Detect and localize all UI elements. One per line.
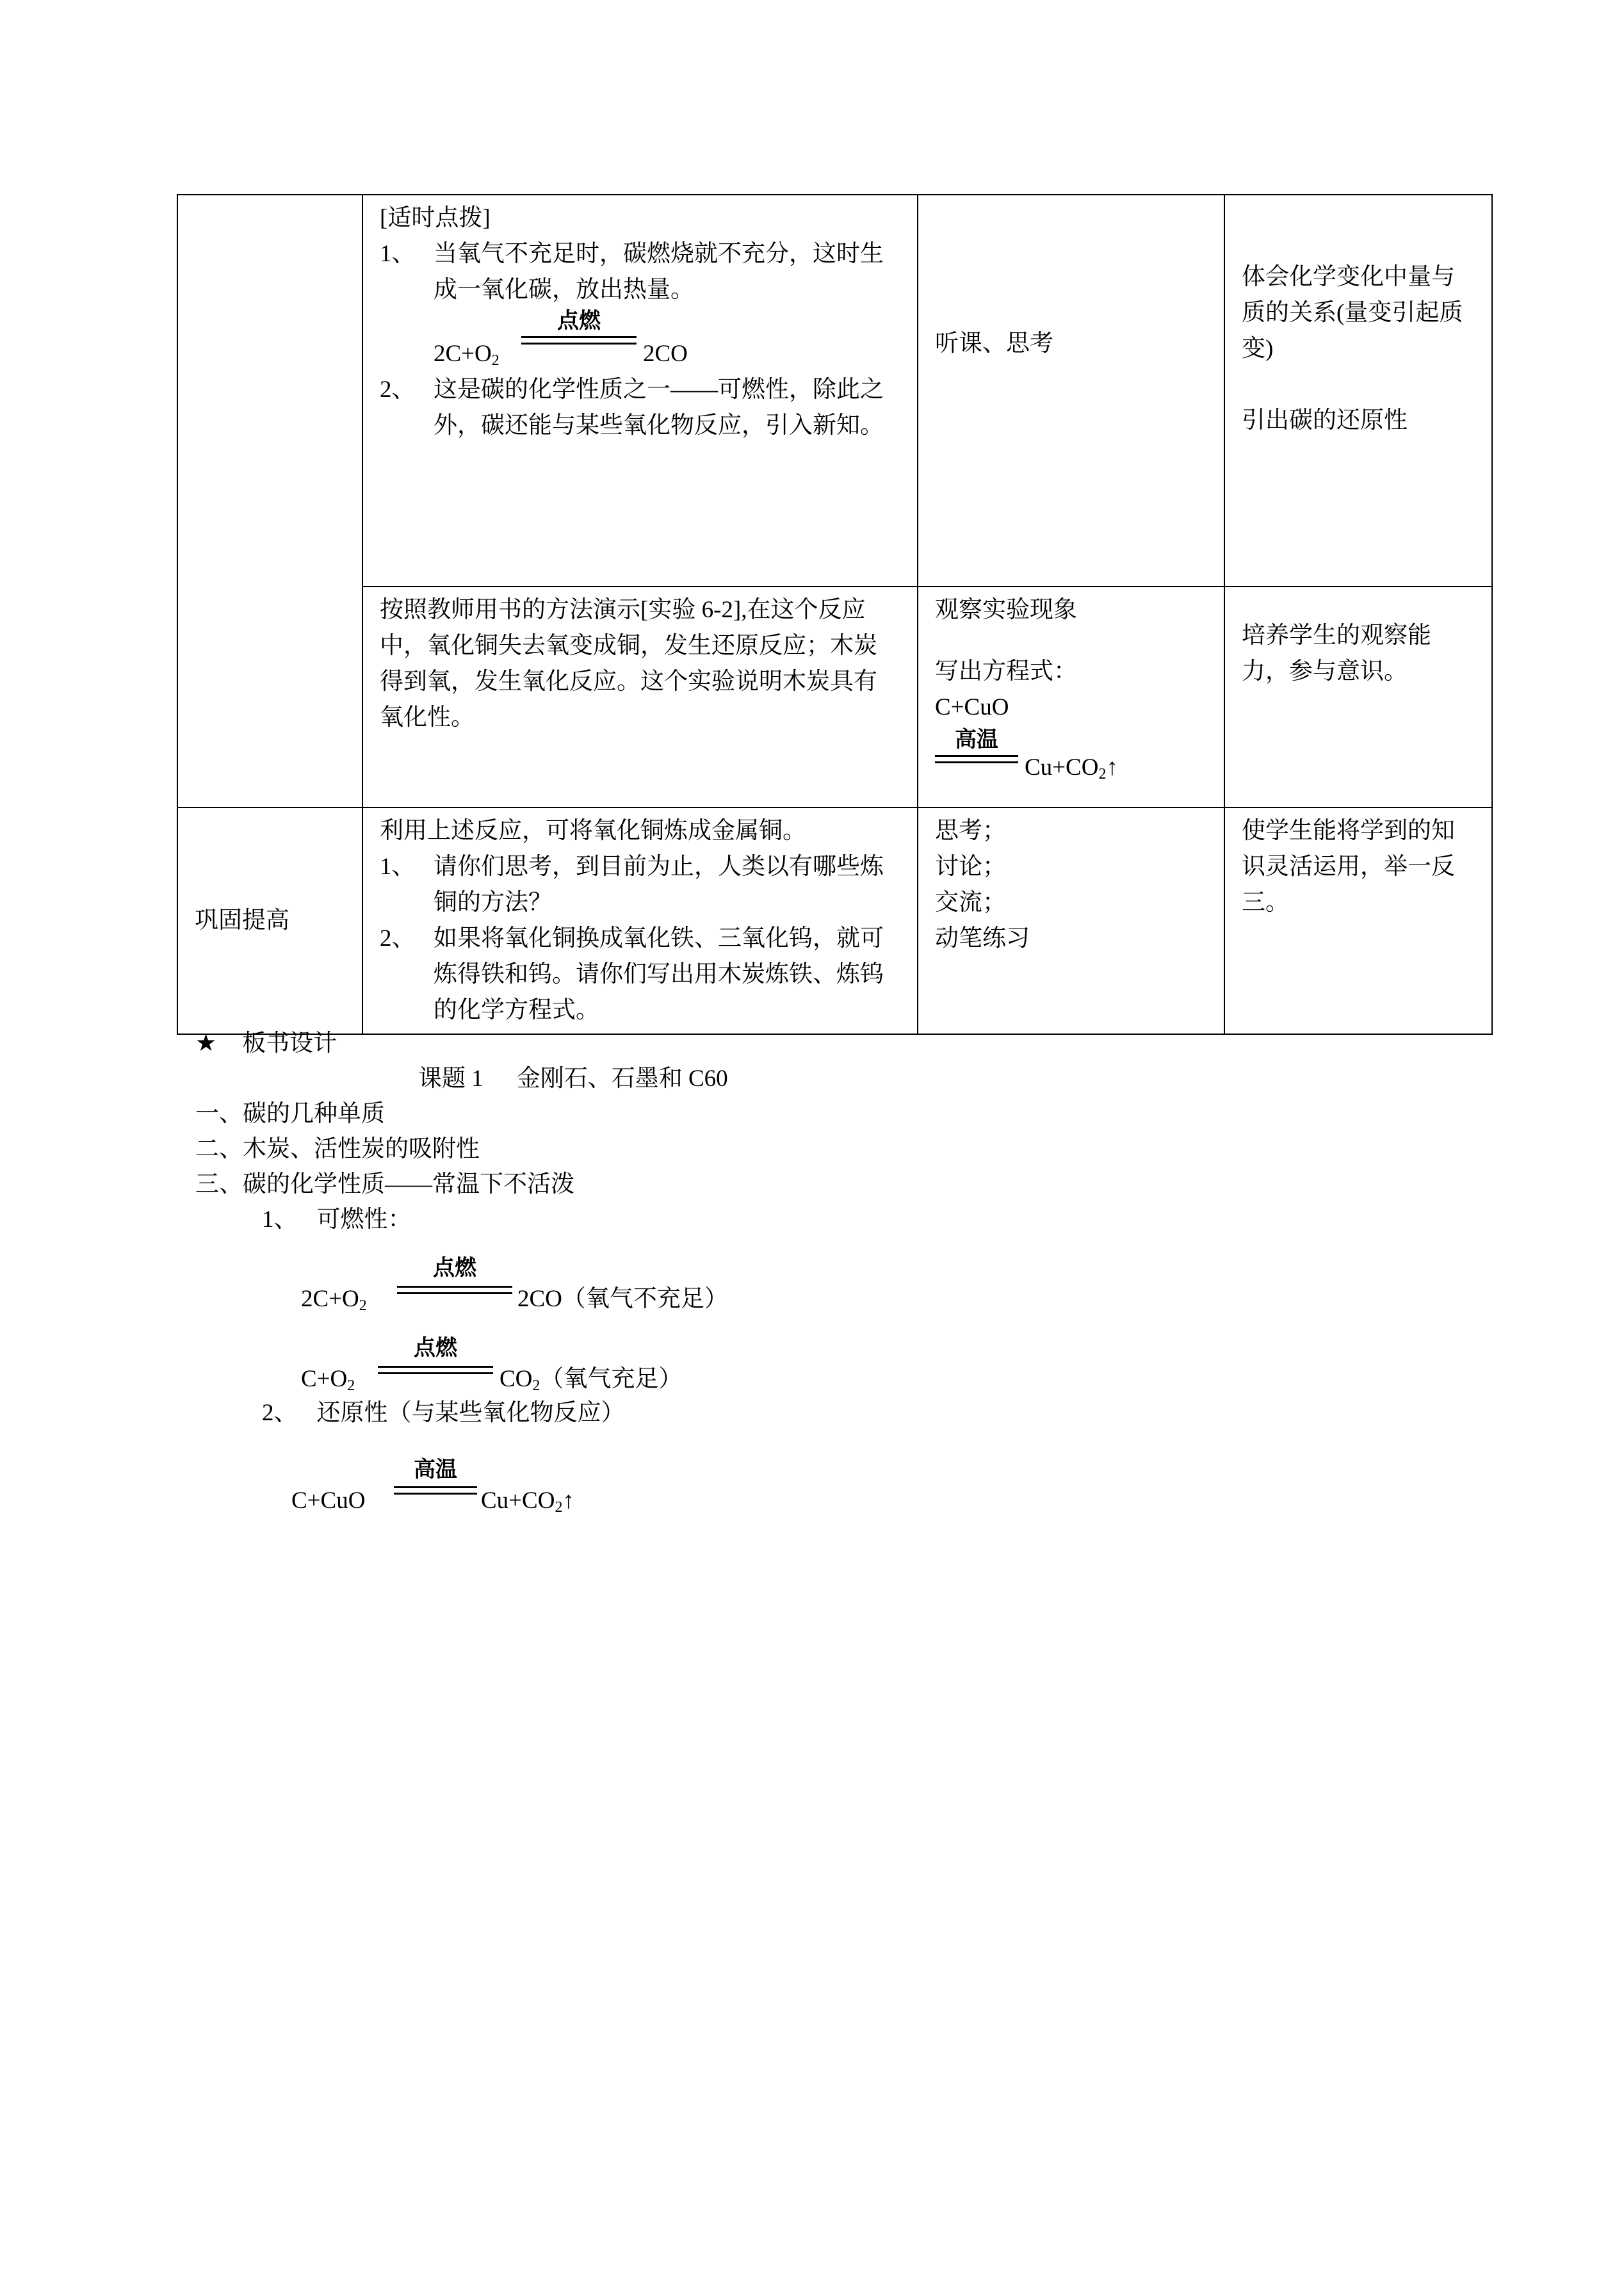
equation-incomplete-combustion xyxy=(434,308,900,372)
item-text: 如果将氧化铜换成氧化铁、三氧化钨，就可炼得铁和钨。请你们写出用木炭炼铁、炼钨的化学方程式。 xyxy=(434,925,884,1023)
student-line: 观察实验现象 xyxy=(935,597,1077,623)
table-row xyxy=(177,587,1492,807)
teacher-activity-cell xyxy=(362,195,918,587)
design-intent-text: 使学生能将学到的知识灵活运用，举一反三。 xyxy=(1242,818,1455,916)
teacher-item xyxy=(380,921,900,1028)
design-intent-cell xyxy=(1224,587,1492,807)
equals-bar-bottom xyxy=(397,1292,512,1294)
board-heading xyxy=(195,1026,337,1061)
teacher-demo-text: 按照教师用书的方法演示[实验 6-2],在这个反应中，氧化铜失去氧变成铜，发生还原反应；木炭得到氧，发生氧化反应。这个实验说明木炭具有氧化性。 xyxy=(380,597,877,731)
lesson-plan-table xyxy=(177,194,1493,1035)
item-text: 请你们思考，到目前为止，人类以有哪些炼铜的方法？ xyxy=(434,854,884,916)
design-intent-text: 体会化学变化中量与质的关系(量变引起质变) xyxy=(1242,264,1463,362)
condition-label: 点燃 xyxy=(414,1335,457,1361)
equation-lhs: $2C+O_2$ xyxy=(301,1286,367,1314)
teacher-activity-cell xyxy=(362,587,918,807)
equals-bar-top xyxy=(378,1366,493,1368)
student-activity-cell xyxy=(918,195,1224,587)
student-activity-cell xyxy=(918,807,1224,1034)
teacher-item xyxy=(380,372,900,444)
teacher-activity-cell xyxy=(362,807,918,1034)
board-section: 二、木炭、活性炭的吸附性 xyxy=(195,1136,480,1162)
board-equation-complete xyxy=(301,1329,813,1399)
student-line: 思考； xyxy=(935,818,1006,844)
teacher-intro: 利用上述反应，可将氧化铜炼成金属铜。 xyxy=(380,818,806,844)
equals-bar-top xyxy=(394,1486,477,1488)
lesson-number: 课题 1 xyxy=(418,1066,483,1092)
equals-bar-top xyxy=(935,755,1018,757)
condition-label: 点燃 xyxy=(433,1255,476,1281)
item-number: 1、 xyxy=(380,241,416,267)
equals-bar-top xyxy=(397,1286,512,1288)
equals-bar-bottom xyxy=(521,343,637,345)
condition-label: 点燃 xyxy=(557,308,601,334)
equals-bar-bottom xyxy=(935,761,1018,763)
design-intent-text: 培养学生的观察能力，参与意识。 xyxy=(1242,622,1431,685)
student-line: 写出方程式： xyxy=(935,658,1077,685)
equation-reduction xyxy=(935,726,1207,783)
equation-rhs: 2CO xyxy=(643,341,688,367)
item-number: 2、 xyxy=(380,925,416,952)
star-icon: ★ xyxy=(195,1030,217,1057)
board-title xyxy=(418,1062,728,1096)
item-text: 这是碳的化学性质之一——可燃性，除此之外，碳还能与某些氧化物反应，引入新知。 xyxy=(434,377,884,439)
table-row xyxy=(177,195,1492,587)
item-number: 1、 xyxy=(380,854,416,880)
board-section: 一、碳的几种单质 xyxy=(195,1101,385,1127)
student-line: 交流； xyxy=(935,889,1006,916)
board-equation-reduction xyxy=(291,1450,804,1521)
equation-lhs: C+CuO xyxy=(291,1488,366,1514)
design-intent-cell xyxy=(1224,195,1492,587)
lesson-title: 金刚石、石墨和 C60 xyxy=(516,1066,728,1092)
condition-label: 高温 xyxy=(955,727,998,752)
student-line: 动笔练习 xyxy=(935,925,1030,952)
equation-rhs: $Cu+CO_2↑$ xyxy=(481,1488,574,1516)
stage-cell xyxy=(177,195,362,807)
student-activity-cell xyxy=(918,587,1224,807)
equals-bar-top xyxy=(521,336,637,338)
equation-lhs: $C+O_2$ xyxy=(301,1366,355,1394)
board-subsection: 2、 还原性（与某些氧化物反应） xyxy=(262,1400,625,1426)
stage-cell: 巩固提高 xyxy=(177,807,362,1034)
design-intent-text: 引出碳的还原性 xyxy=(1242,407,1408,434)
equals-bar-bottom xyxy=(394,1493,477,1495)
equals-bar-bottom xyxy=(378,1372,493,1374)
student-line: C+CuO xyxy=(935,694,1009,720)
equation-rhs: 2CO（氧气不充足） xyxy=(517,1286,728,1312)
board-equation-incomplete xyxy=(301,1249,813,1319)
design-intent-cell xyxy=(1224,807,1492,1034)
equation-rhs: $Cu+CO_2↑$ xyxy=(1025,754,1118,783)
teacher-item xyxy=(380,849,900,921)
equation-lhs: $2C+O_2$ xyxy=(434,341,499,369)
board-heading-text: 板书设计 xyxy=(242,1030,337,1057)
equation-rhs: $CO_2$（氧气充足） xyxy=(499,1366,683,1394)
item-text: 当氧气不充足时，碳燃烧就不充分，这时生成一氧化碳，放出热量。 xyxy=(434,241,884,303)
teacher-item xyxy=(380,236,900,308)
item-number: 2、 xyxy=(380,377,416,403)
board-section: 三、碳的化学性质——常温下不活泼 xyxy=(195,1171,574,1197)
student-line: 讨论； xyxy=(935,854,1006,880)
table-row xyxy=(177,807,1492,1034)
student-activity-text: 听课、思考 xyxy=(935,330,1053,357)
teacher-heading: [适时点拨] xyxy=(380,205,491,231)
board-subsection: 1、 可燃性： xyxy=(262,1206,412,1233)
condition-label: 高温 xyxy=(414,1457,457,1482)
